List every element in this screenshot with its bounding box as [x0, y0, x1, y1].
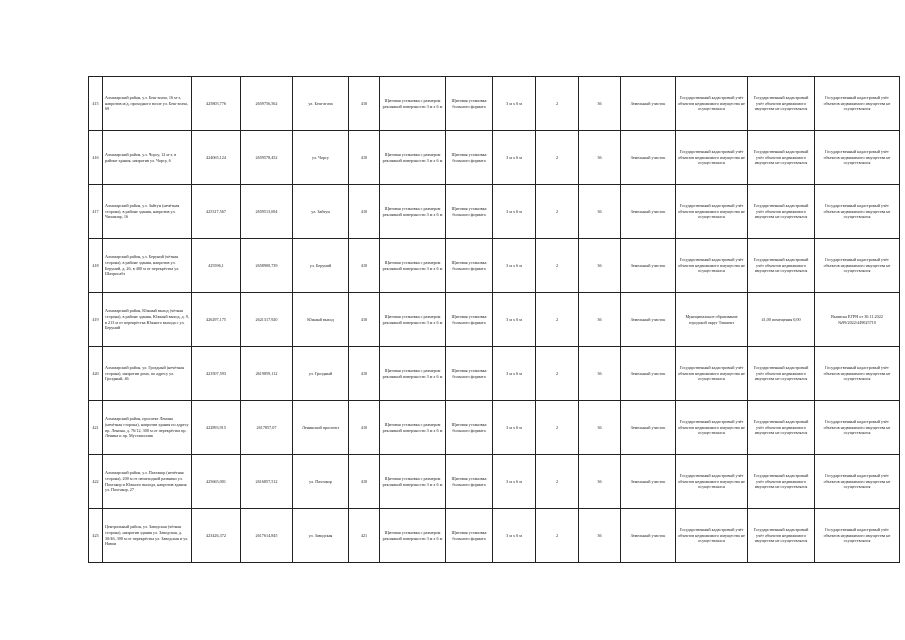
area-cell: 36 — [579, 131, 621, 185]
format-cell: Щитовая установка большого формата — [446, 455, 493, 509]
owner-cell: Государственный кадастровый учёт объектов недвижимого имущества не осуществлялся — [676, 509, 748, 563]
format-cell: Щитовая установка большого формата — [446, 293, 493, 347]
encumbrance-cell: Государственный кадастровый учёт объектов недвижимого имущества не осуществлялся — [748, 185, 815, 239]
address-cell: Алмазарский район, у.з. Зайтун (нечётная сторона), в районе здания, напротив ул. Чиланзар, 16 — [103, 185, 192, 239]
table-row — [89, 239, 900, 293]
street-cell: ул. Гроздный — [293, 347, 349, 401]
table-row — [89, 401, 900, 455]
table-row — [89, 293, 900, 347]
land-type-cell: Земельный участок — [621, 185, 676, 239]
sides-cell: 2 — [536, 293, 579, 347]
sides-cell: 2 — [536, 185, 579, 239]
coord-x-cell: 425596,1 — [192, 239, 241, 293]
sides-cell: 2 — [536, 455, 579, 509]
sides-cell: 2 — [536, 131, 579, 185]
area-cell: 36 — [579, 185, 621, 239]
land-type-cell: Земельный участок — [621, 401, 676, 455]
area-cell: 36 — [579, 347, 621, 401]
area-cell: 36 — [579, 455, 621, 509]
address-cell: Алмазарский район, ул. Гроздный (нечётная сторона), напротив дома, по адресу ул. Гроздный, 46 — [103, 347, 192, 401]
format-cell: Щитовая установка большого формата — [446, 131, 493, 185]
rights-cell: Государственный кадастровый учёт объектов недвижимого имущества не осуществлялся — [815, 401, 900, 455]
rights-cell: Выписка ЕГРН от 30.11.2022 №99/2022/449025710 — [815, 293, 900, 347]
area-cell: 36 — [579, 239, 621, 293]
owner-cell: Государственный кадастровый учёт объектов недвижимого имущества не осуществлялся — [676, 455, 748, 509]
coord-y-cell: 2617857,07 — [241, 401, 293, 455]
area-cell: 36 — [579, 509, 621, 563]
owner-cell: Государственный кадастровый учёт объектов недвижимого имущества не осуществлялся — [676, 131, 748, 185]
structure-type-cell: Щитовая установка с размером рекламной поверхности 3 м х 6 м — [380, 239, 446, 293]
coord-x-cell: 425805,776 — [192, 77, 241, 131]
row-number: 418 — [89, 239, 103, 293]
owner-cell: Государственный кадастровый учёт объектов недвижимого имущества не осуществлялся — [676, 185, 748, 239]
coord-x-cell: 423426,372 — [192, 509, 241, 563]
category-cell: 410 — [349, 347, 380, 401]
row-number: 419 — [89, 293, 103, 347]
street-cell: Ленинский проспект — [293, 401, 349, 455]
encumbrance-cell: 41,00 помещения 0,00 — [748, 293, 815, 347]
category-cell: 410 — [349, 239, 380, 293]
street-cell: ул. Зайтун — [293, 185, 349, 239]
row-number: 415 — [89, 77, 103, 131]
coord-y-cell: 2621317,920 — [241, 293, 293, 347]
rights-cell: Государственный кадастровый учёт объектов недвижимого имущества не осуществлялся — [815, 455, 900, 509]
sides-cell: 2 — [536, 401, 579, 455]
size-cell: 3 м х 6 м — [493, 185, 536, 239]
owner-cell: Государственный кадастровый учёт объектов недвижимого имущества не осуществлялся — [676, 347, 748, 401]
street-cell: Южный выход — [293, 293, 349, 347]
street-cell: ул. Чорсу — [293, 131, 349, 185]
encumbrance-cell: Государственный кадастровый учёт объектов недвижимого имущества не осуществлялся — [748, 455, 815, 509]
coord-y-cell: 2659513,694 — [241, 185, 293, 239]
table-row — [89, 509, 900, 563]
structure-type-cell: Щитовая установка с размером рекламной поверхности 3 м х 6 м — [380, 509, 446, 563]
row-number: 421 — [89, 401, 103, 455]
structure-type-cell: Щитовая установка с размером рекламной поверхности 3 м х 6 м — [380, 185, 446, 239]
address-cell: Алмазарский район, у.з. Беруний (чётная сторона), в районе здания, напротив ул. Беруний, д. 26, в 400 м от перекрёстка ул. Шахрисабз — [103, 239, 192, 293]
land-type-cell: Земельный участок — [621, 77, 676, 131]
sides-cell: 2 — [536, 509, 579, 563]
category-cell: 410 — [349, 455, 380, 509]
rights-cell: Государственный кадастровый учёт объектов недвижимого имущества не осуществлялся — [815, 185, 900, 239]
address-cell: Алмазарский район, у.з. Чорсу, 12 м-з, в районе здания, напротив ул. Чорсу, 6 — [103, 131, 192, 185]
address-cell: Центральный район, ул. Заводская (чётная сторона), напротив здания ул. Заводская, д. 30/46, 300 м от перекрёстка ул. Заводская и ул. Навои — [103, 509, 192, 563]
row-number: 423 — [89, 509, 103, 563]
street-cell: ул. Пахтакор — [293, 455, 349, 509]
structure-type-cell: Щитовая установка с размером рекламной поверхности 3 м х 6 м — [380, 293, 446, 347]
land-type-cell: Земельный участок — [621, 131, 676, 185]
size-cell: 3 м х 6 м — [493, 401, 536, 455]
encumbrance-cell: Государственный кадастровый учёт объектов недвижимого имущества не осуществлялся — [748, 401, 815, 455]
coord-x-cell: 423507,593 — [192, 347, 241, 401]
sides-cell: 2 — [536, 347, 579, 401]
structure-type-cell: Щитовая установка с размером рекламной поверхности 3 м х 6 м — [380, 77, 446, 131]
sides-cell: 2 — [536, 239, 579, 293]
land-type-cell: Земельный участок — [621, 509, 676, 563]
coord-y-cell: 2659756,562 — [241, 77, 293, 131]
address-cell: Алмазарский район, у.з. Беш-агача, 16 м-з, напротив м/д, проходного возле ул. Беш-агача, 69 — [103, 77, 192, 131]
encumbrance-cell: Государственный кадастровый учёт объектов недвижимого имущества не осуществлялся — [748, 347, 815, 401]
address-cell: Алмазарский район, у.з. Пахтакор (нечётная сторона), 200 м от пешеходной развязки ул. Пахтакор и Южного выхода, напротив здания ул. Пахтакор, 27 — [103, 455, 192, 509]
category-cell: 421 — [349, 509, 380, 563]
rights-cell: Государственный кадастровый учёт объектов недвижимого имущества не осуществлялся — [815, 77, 900, 131]
encumbrance-cell: Государственный кадастровый учёт объектов недвижимого имущества не осуществлялся — [748, 131, 815, 185]
format-cell: Щитовая установка большого формата — [446, 239, 493, 293]
coord-x-cell: 422893,915 — [192, 401, 241, 455]
coord-y-cell: 2619859,112 — [241, 347, 293, 401]
category-cell: 410 — [349, 401, 380, 455]
size-cell: 3 м х 6 м — [493, 347, 536, 401]
street-cell: ул. Беш-агача — [293, 77, 349, 131]
structure-type-cell: Щитовая установка с размером рекламной поверхности 3 м х 6 м — [380, 347, 446, 401]
land-type-cell: Земельный участок — [621, 293, 676, 347]
encumbrance-cell: Государственный кадастровый учёт объектов недвижимого имущества не осуществлялся — [748, 509, 815, 563]
land-type-cell: Земельный участок — [621, 455, 676, 509]
coord-x-cell: 425317,567 — [192, 185, 241, 239]
address-cell: Алмазарский район, проспект Ленина (нечётная сторона), напротив здания по адресу пр. Ленина, д. 76/12, 300 м от перекрёстка пр. Ленина и пр. Мустакиллик — [103, 401, 192, 455]
owner-cell: Государственный кадастровый учёт объектов недвижимого имущества не осуществлялся — [676, 401, 748, 455]
encumbrance-cell: Государственный кадастровый учёт объектов недвижимого имущества не осуществлялся — [748, 77, 815, 131]
street-cell: ул. Беруний — [293, 239, 349, 293]
coord-x-cell: 424065,124 — [192, 131, 241, 185]
coord-y-cell: 2659578,452 — [241, 131, 293, 185]
coord-x-cell: 425665,001 — [192, 455, 241, 509]
table-row — [89, 347, 900, 401]
area-cell: 36 — [579, 77, 621, 131]
structure-type-cell: Щитовая установка с размером рекламной поверхности 3 м х 6 м — [380, 131, 446, 185]
land-type-cell: Земельный участок — [621, 239, 676, 293]
size-cell: 3 м х 6 м — [493, 77, 536, 131]
category-cell: 410 — [349, 293, 380, 347]
rights-cell: Государственный кадастровый учёт объектов недвижимого имущества не осуществлялся — [815, 239, 900, 293]
table-row — [89, 77, 900, 131]
row-number: 416 — [89, 131, 103, 185]
table-row — [89, 131, 900, 185]
land-type-cell: Земельный участок — [621, 347, 676, 401]
size-cell: 3 м х 6 м — [493, 239, 536, 293]
advertising-register-table — [88, 76, 900, 563]
table-row — [89, 455, 900, 509]
area-cell: 36 — [579, 401, 621, 455]
rights-cell: Государственный кадастровый учёт объектов недвижимого имущества не осуществлялся — [815, 509, 900, 563]
row-number: 417 — [89, 185, 103, 239]
size-cell: 3 м х 6 м — [493, 131, 536, 185]
owner-cell: Муниципальное образование городской округ Ташкент — [676, 293, 748, 347]
row-number: 420 — [89, 347, 103, 401]
owner-cell: Государственный кадастровый учёт объектов недвижимого имущества не осуществлялся — [676, 77, 748, 131]
category-cell: 410 — [349, 185, 380, 239]
coord-x-cell: 426297,175 — [192, 293, 241, 347]
coord-y-cell: 2617614,845 — [241, 509, 293, 563]
format-cell: Щитовая установка большого формата — [446, 77, 493, 131]
format-cell: Щитовая установка большого формата — [446, 401, 493, 455]
category-cell: 410 — [349, 77, 380, 131]
category-cell: 410 — [349, 131, 380, 185]
structure-type-cell: Щитовая установка с размером рекламной поверхности 3 м х 6 м — [380, 455, 446, 509]
format-cell: Щитовая установка большого формата — [446, 347, 493, 401]
coord-y-cell: 2616857,512 — [241, 455, 293, 509]
owner-cell: Государственный кадастровый учёт объектов недвижимого имущества не осуществлялся — [676, 239, 748, 293]
format-cell: Щитовая установка большого формата — [446, 185, 493, 239]
format-cell: Щитовая установка большого формата — [446, 509, 493, 563]
rights-cell: Государственный кадастровый учёт объектов недвижимого имущества не осуществлялся — [815, 347, 900, 401]
coord-y-cell: 2658900,739 — [241, 239, 293, 293]
structure-type-cell: Щитовая установка с размером рекламной поверхности 3 м х 6 м — [380, 401, 446, 455]
size-cell: 3 м х 6 м — [493, 509, 536, 563]
rights-cell: Государственный кадастровый учёт объектов недвижимого имущества не осуществлялся — [815, 131, 900, 185]
area-cell: 36 — [579, 293, 621, 347]
encumbrance-cell: Государственный кадастровый учёт объектов недвижимого имущества не осуществлялся — [748, 239, 815, 293]
row-number: 422 — [89, 455, 103, 509]
size-cell: 3 м х 6 м — [493, 293, 536, 347]
sides-cell: 2 — [536, 77, 579, 131]
street-cell: ул. Заводская — [293, 509, 349, 563]
size-cell: 3 м х 6 м — [493, 455, 536, 509]
address-cell: Алмазарский район, Южный выход (чётная сторона), в районе здания, Южный выход, д. 9, в 213 м от перекрёстка Южного выхода с ул. Беруний — [103, 293, 192, 347]
table-row — [89, 185, 900, 239]
